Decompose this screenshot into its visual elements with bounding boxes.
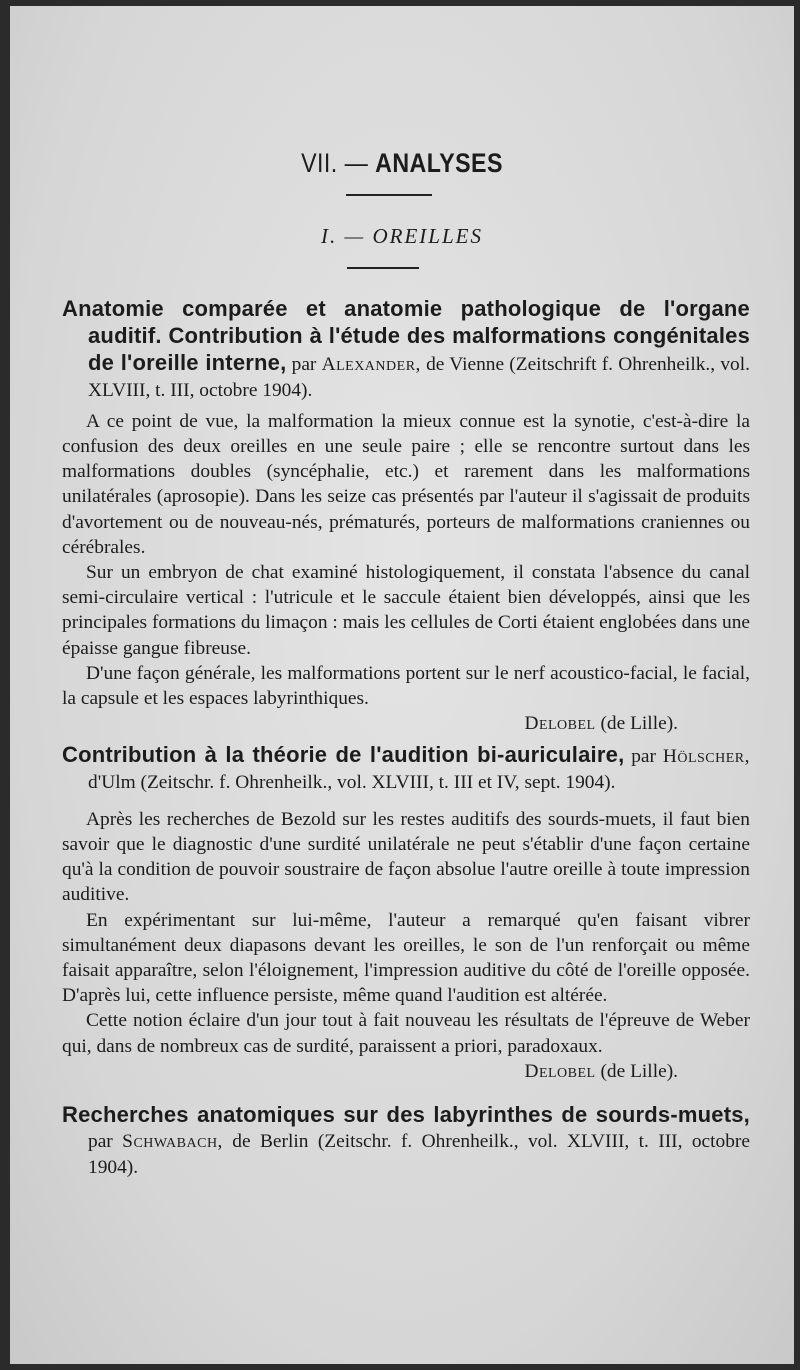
article-source: de Vienne (Zeitschrift f. Ohrenheilk., vol. XLVIII, t. III, octobre 1904). [88,354,750,401]
article-paragraph: En expérimentant sur lui-même, l'auteur a remarqué qu'en faisant vibrer simultanément deux diapasons devant les oreilles, le son de l'un renforçait ou même faisait apparaître, selon l'éloignement, l'impression auditive du côté de l'oreille opposée. D'après lui, cette influence persiste, même quand l'audition est altérée. [62,909,750,1007]
byline-prefix: par [88,1131,113,1153]
article-title: Contribution à la théorie de l'audition bi-auriculaire, [62,742,625,768]
article-title: Recherches anatomiques sur des labyrinthes de sourds-muets, [62,1102,750,1128]
article-paragraph: Après les recherches de Bezold sur les restes auditifs des sourds-muets, il faut bien savoir que le diagnostic d'une surdité unilatérale ne peut s'établir d'une façon certaine qu'à la condition de pouvoir soustraire de façon absolue l'autre oreille à toute impression auditive. [62,808,750,906]
article-paragraph: D'une façon générale, les malformations portent sur le nerf acoustico-facial, le facial, la capsule et les espaces labyrinthiques. [62,662,750,710]
signature-place: (de Lille). [600,713,678,735]
article-heading [62,1102,750,1180]
divider-rule [347,267,419,269]
article-heading [62,742,750,794]
article-paragraph: A ce point de vue, la malformation la mieux connue est la synotie, c'est-à-dire la confusion des deux oreilles en une seule paire ; elle se rencontre surtout dans les malformations doubles (syncéphalie, etc.) et rarement dans les malformations unilatérales (aprosopie). Dans les seize cas présentés par l'auteur il s'agissait de produits d'avortement ou de nouveau-nés, prématurés, porteurs de malformations craniennes ou cérébrales. [62,410,750,558]
chapter-heading [65,148,739,179]
article-author: Alexander, [321,354,421,376]
chapter-title: ANALYSES [375,148,503,178]
divider-rule [346,194,432,196]
signature-name: Delobel [524,1060,596,1082]
signature-place: (de Lille). [600,1060,678,1082]
byline-prefix: par [631,746,656,768]
page [10,6,794,1364]
article-source: d'Ulm (Zeitschr. f. Ohrenheilk., vol. XLVIII, t. III et IV, sept. 1904). [88,771,616,793]
article [62,296,750,736]
article-title: Anatomie comparée et anatomie pathologique de l'organe auditif. Contribution à l'étude des malformations congénitales de l'oreille interne, [62,296,750,376]
article-heading [62,296,750,403]
signature-name: Delobel [524,713,596,735]
article-paragraph: Cette notion éclaire d'un jour tout à fait nouveau les résultats de l'épreuve de Weber qui, dans de nombreux cas de surdité, paraissent a priori, paradoxaux. [62,1010,750,1057]
article [62,1102,750,1180]
byline-prefix: par [291,354,317,376]
section-heading: I. — OREILLES [321,224,483,248]
chapter-number: VII. [301,148,338,178]
article-paragraph: Sur un embryon de chat examiné histologiquement, il constata l'absence du canal semi-circulaire vertical : l'utricule et le saccule étaient bien développés, ainsi que les principales formations du limaçon : mais les cellules de Corti étaient englobées dans une épaisse gangue fibreuse. [62,562,750,659]
article-author: Schwabach, [122,1131,223,1153]
article-signature [62,711,750,736]
article-signature [62,1059,750,1084]
article [62,742,750,1084]
chapter-dash: — [344,148,369,178]
article-source: de Berlin (Zeitschr. f. Ohrenheilk., vol. XLVIII, t. III, octobre 1904). [88,1131,750,1178]
article-author: Hölscher, [662,746,750,768]
analyses-content [62,296,750,1180]
